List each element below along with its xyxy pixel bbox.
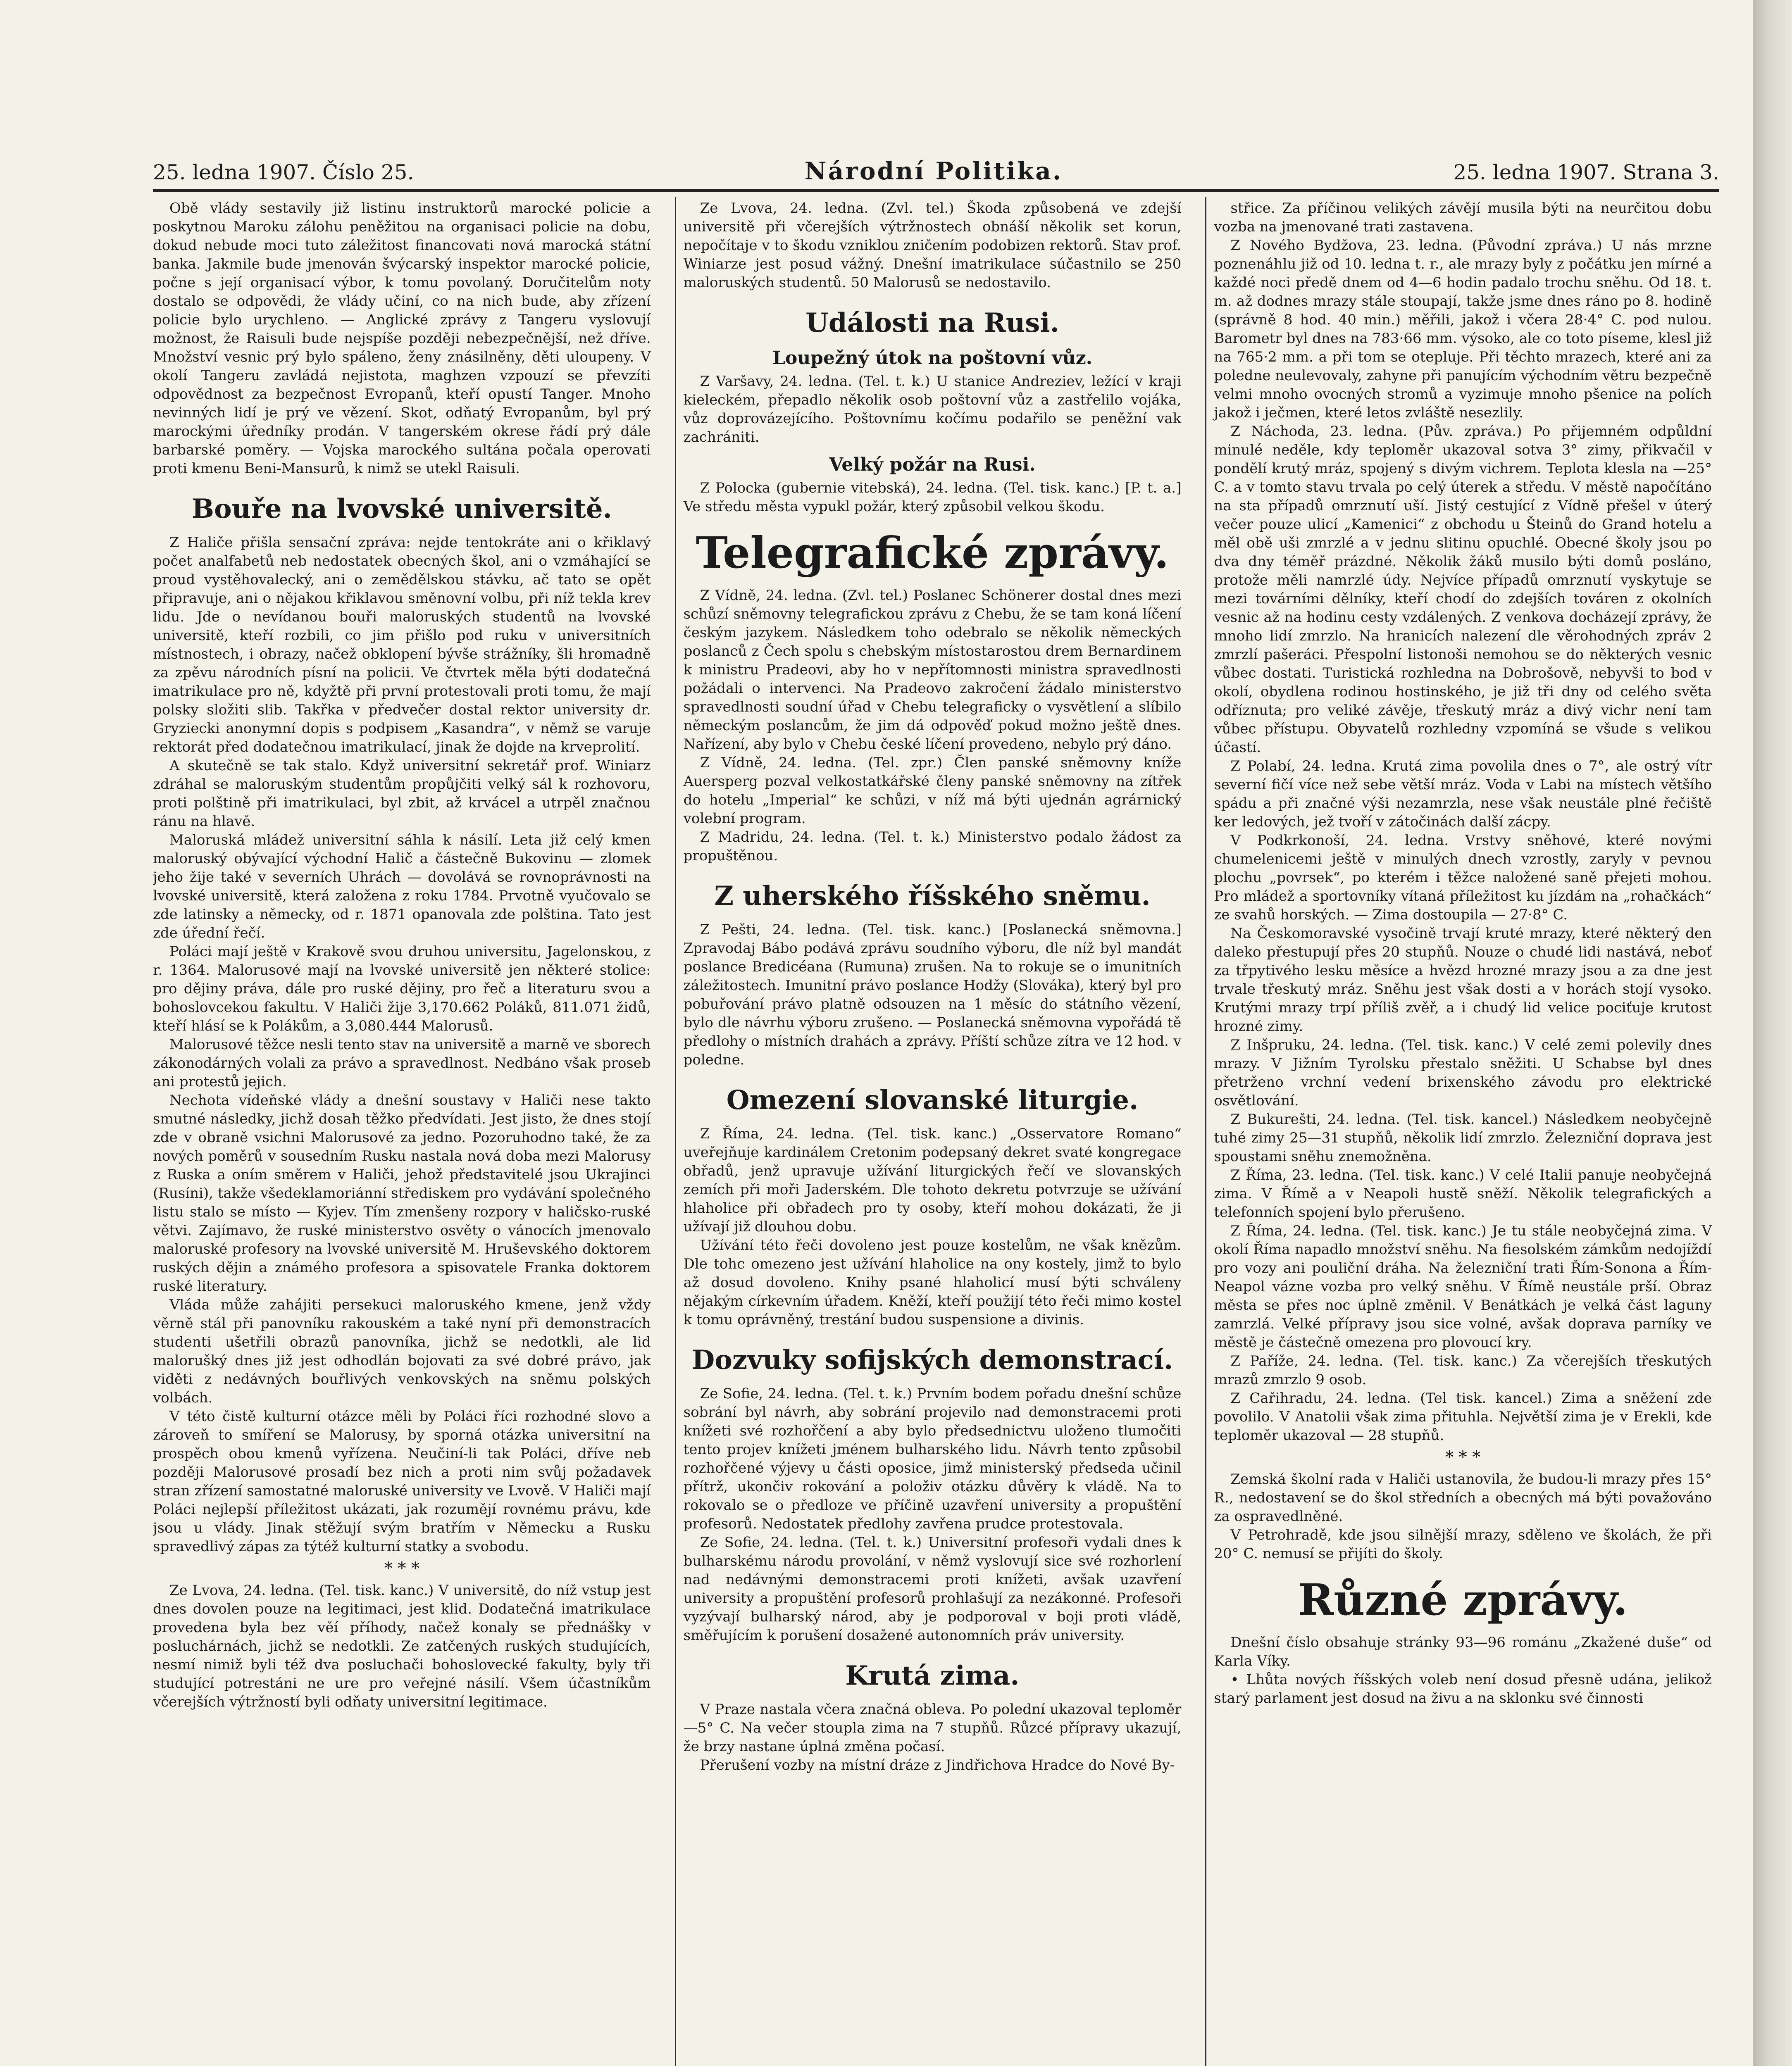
article-paragraph: V Praze nastala včera značná obleva. Po polední ukazoval teploměr —5° C. Na večer stoupla zima na 7 stupňů. Růzcé přípravy ukazují, že brzy nastane úplná změna počasí.	[683, 1701, 1182, 1755]
article-paragraph: Maloruská mládež universitní sáhla k násilí. Leta již celý kmen maloruský obývající východní Halič a částečně Bukovinu — zlomek jeho žije také v severních Uhrách — dovolává se rovnoprávnosti na lvovské universitě, která založena z roku 1784. Prvotně vyučovalo se zde latinsky a německy, od r. 1871 opanovala zde polština. Tato jest zde úřední řečí.	[153, 832, 651, 941]
headline-russia: Události na Rusi.	[805, 307, 1059, 338]
article-paragraph: Malorusové těžce nesli tento stav na universitě a marně ve sborech zákonodárných volali za právo a spravedlnost. Nedbáno však proseb ani protestů jejich.	[153, 1036, 651, 1090]
page-header	[153, 157, 1719, 192]
headline-telegrams: Telegrafické zprávy.	[696, 527, 1169, 578]
headline-winter: Krutá zima.	[845, 1660, 1020, 1691]
article-paragraph: V Podkrkonoší, 24. ledna. Vrstvy sněhové, které novými chumelenicemi ještě v minulých dnech vzrostly, zaryly v pevnou plochu „povrsek“, po kterém i těžce naložené saně přejeti mohou. Pro mládež a sportovníky vítaná příležitost ku jízdám na „rohačkách“ ze svahů horských. — Zima dostoupila — 27·8° C.	[1214, 832, 1712, 923]
columns	[153, 197, 1719, 2066]
article-paragraph: Z Říma, 24. ledna. (Tel. tisk. kanc.) „Osservatore Romano“ uveřejňuje kardinálem Cretonim podepsaný dekret svaté kongregace obřadů, jenž upravuje užívání liturgických řečí ve slovanských zemích při moři Jaderském. Dle tohoto dekretu potvrzuje se užívání hlaholice při obřadech pro ty osoby, kteří mohou dokázati, že ji užívají již dlouhou dobu.	[683, 1126, 1182, 1235]
article-paragraph: V Petrohradě, kde jsou silnější mrazy, sděleno ve školách, že při 20° C. nemusí se přijíti do školy.	[1214, 1527, 1712, 1562]
headline-liturgy: Omezení slovanské liturgie.	[726, 1085, 1139, 1116]
article-paragraph: Z Říma, 23. ledna. (Tel. tisk. kanc.) V celé Italii panuje neobyčejná zima. V Římě a v Neapoli hustě sněží. Několik telegrafických a telefonních spojení bylo přerušeno.	[1214, 1167, 1712, 1221]
column-2	[675, 197, 1189, 2066]
article-paragraph: Obě vlády sestavily již listinu instruktorů marocké policie a poskytnou Maroku zálohu peněžitou na organisaci policie na dobu, dokud nebude moci tuto záležitost financovati nová marocká státní banka. Jakmile bude jmenován švýcarský inspektor marocké policie, počne s její organisací výbor, k tomu povolaný. Doručitelům noty dostalo se odpovědi, že vlády učiní, co na nich bude, aby zřízení policie bylo urychleno. — Anglické zprávy z Tangeru vyslovují možnost, že Raisuli bude nejspíše později nebezpečnější, než dříve. Množství vesnic prý bylo spáleno, ženy znásilněny, děti uloupeny. V okolí Tangeru zavládá nejistota, maghzen vzpouzí se převzíti odpovědnost za bezpečnost Evropanů, kteří opustí Tanger. Mnoho nevinných lidí je prý ve vězení. Skot, odňatý Evropanům, byl prý marockými úředníky prodán. V tangerském okrese řádí prý dále barbarské poměry. — Vojska marockého sultána počala operovati proti kmenu Beni-Mansurů, k nimž se utekl Raisuli.	[153, 200, 651, 477]
article-paragraph: Z Vídně, 24. ledna. (Tel. zpr.) Člen panské sněmovny kníže Auersperg pozval velkostatkářské členy panské sněmovny na zítřek do hotelu „Imperial“ ke schůzi, v níž má býti ujednán agrárnický volební program.	[683, 755, 1182, 827]
article-paragraph: Z Polocka (gubernie vitebská), 24. ledna. (Tel. tisk. kanc.) [P. t. a.] Ve středu města vypukl požár, který způsobil velkou škodu.	[683, 480, 1182, 515]
headline-misc: Různé zprávy.	[1298, 1574, 1628, 1625]
article-paragraph: Z Madridu, 24. ledna. (Tel. t. k.) Ministerstvo podalo žádost za propuštěnou.	[683, 829, 1182, 864]
column-3	[1205, 197, 1719, 2066]
article-paragraph: Na Českomoravské vysočině trvají kruté mrazy, které některý den daleko přestupují přes 20 stupňů. Nouze o chudé lidi nastává, neboť za třpytivého lesku měsíce a hvězd hrozné mrazy jsou a za dne jest trvale třeskutý mráz. Sněhu jest však dosti a v horách stojí vysoko. Krutými mrazy trpí příliš zvěř, a i chudý lid velice pociťuje krutost hrozné zimy.	[1214, 925, 1712, 1035]
article-paragraph: Přerušení vozby na místní dráze z Jindřichova Hradce do Nové By-	[700, 1757, 1175, 1773]
article-paragraph: V této čistě kulturní otázce měli by Poláci říci rozhodné slovo a zároveň to smíření se Malorusy, by sporná otázka universitní na prospěch obou kmenů vyřízena. Neučiní-li tak Poláci, dříve neb později Malorusové prosadí bez nich a proti nim svůj požadavek stran zřízení samostatné maloruské university ve Lvově. V Haliči mají Poláci nejlepší příležitost ukázati, jak rozumějí rovnému právu, kde jsou u vlády. Jinak stěžují svým bratřím v Německu a Rusku spravedlivý zápas za týtéž kulturní statky a svobodu.	[153, 1408, 651, 1555]
article-paragraph: Z Bukurešti, 24. ledna. (Tel. tisk. kancel.) Následkem neobyčejně tuhé zimy 25—31 stupňů, několik lidí zmrzlo. Železniční doprava jest spoustami sněhu znemožněna.	[1214, 1111, 1712, 1165]
subheadline: Loupežný útok na poštovní vůz.	[772, 348, 1093, 369]
issue-date-right: 25. ledna 1907. Strana 3.	[1453, 160, 1719, 184]
article-paragraph: střice. Za příčinou velikých závějí musila býti na neurčitou dobu vozba na jmenované trati zastavena.	[1214, 200, 1712, 235]
article-paragraph: Nechota vídeňské vlády a dnešní soustavy v Haliči nese takto smutné následky, jichž dosah těžko předvídati. Jest jisto, že dnes stojí zde v obraně vsichni Malorusové za jedno. Pozoruhodno také, že za nových poměrů v sousedním Rusku nastala nová doba mezi Malorusy z Ruska a oním směrem v Haliči, jehož představitelé jsou Ukrajinci (Rusíni), takže všedeklamoriánní střediskem pro vydávání společného listu stalo se místo — Kyjev. Tím zmenšeny rozpory v haličsko-ruské větvi. Zajímavo, že ruské ministerstvo osvěty o vánocích jmenovalo maloruské profesory na lvovské universitě M. Hruševského doktorem ruských dějin a známého profesora a spisovatele Franka doktorem ruské literatury.	[153, 1092, 651, 1295]
article-paragraph: • Lhůta nových říšských voleb není dosud přesně udána, jelikož starý parlament jest dosud na živu a na sklonku své činnosti	[1214, 1671, 1712, 1707]
article-paragraph: Ze Lvova, 24. ledna. (Zvl. tel.) Škoda způsobená ve zdejší universitě při včerejších výtržnostech obnáší několik set korun, nepočítaje v to škodu vzniklou zničením podobizen rektorů. Stav prof. Winiarze jest posud vážný. Dnešní imatrikulace súčastnilo se 250 maloruských studentů. 50 Malorusů se nedostavilo.	[683, 200, 1182, 291]
article-paragraph: Z Nového Bydžova, 23. ledna. (Původní zpráva.) U nás mrzne poznenáhlu již od 10. ledna t. r., ale mrazy byly z počátku jen mírné a každé noci předě dnem od 4—6 hodin padalo trochu sněhu. Od 18. t. m. až dodnes mrazy stále stoupají, takže jsme dnes ráno po 8. hodině (správně 8 hod. 40 min.) měřili, jakož i včera 28·4° C. pod nulou. Barometr byl dnes na 783·66 mm. výsoko, ale co toto píseme, klesl již na 765·2 mm. a při tom se otepluje. Při těchto mrazech, které ani za poledne neulevovaly, zahyne při panujícím východním větru bezpečně velmi mnoho ovocných stromů a vyzimuje mnoho pšenice na polích jakož i ječmen, které letos zvláště nesezlily.	[1214, 237, 1712, 421]
article-paragraph: Z Říma, 24. ledna. (Tel. tisk. kanc.) Je tu stále neobyčejná zima. V okolí Říma napadlo množství sněhu. Na fiesolském zámkům nedojíždí pro vozy ani pouliční dráha. Na železniční trati Řím-Sonona a Řím-Neapol vázne vozba pro velký sněhu. V Římě neustále prší. Obraz města se přes noc úplně změnil. V Benátkách je velká část laguny zamrzlá. Velké přípravy jsou sice volné, avšak doprava parníky ve městě je částečně omezena pro plovoucí kry.	[1214, 1223, 1712, 1351]
separator: * * *	[384, 1559, 420, 1578]
article-paragraph: A skutečně se tak stalo. Když universitní sekretář prof. Winiarz zdráhal se maloruským studentům propůjčiti velký sál k rozhovoru, proti polštině při imatrikulaci, byl zbit, až krvácel a utrpěl značnou ránu na hlavě.	[153, 757, 651, 830]
article-paragraph: Ze Lvova, 24. ledna. (Tel. tisk. kanc.) V universitě, do níž vstup jest dnes dovolen pouze na legitimaci, jest klid. Dodatečná imatrikulace provedena byla bez věí příhody, načež konaly se přednášky v posluchárnách, jichž se nedotkli. Ze zatčených ruských studujících, nesmí nimiž byli též dva posluchači bohoslovecké fakulty, byly tři studující potrestáni ne ure pro veřejné násilí. Všem účastníkům včerejších výtržností byli odňaty universitní legitimace.	[153, 1582, 651, 1710]
masthead-title: Národní Politika.	[804, 157, 1063, 185]
article-paragraph: Z Paříže, 24. ledna. (Tel. tisk. kanc.) Za včerejších třeskutých mrazů zmrzlo 9 osob.	[1214, 1353, 1712, 1388]
article-paragraph: Z Haliče přišla sensační zpráva: nejde tentokráte ani o křiklavý počet analfabetů neb nedostatek obecných škol, ani o vzmáhající se proud vystěhovalecký, ani o zemědělskou stávku, ač tato se opět připravuje, ani o nějakou křiklavou směnovní volbu, při níž tekla krev lidu. Jde o nevídanou bouři maloruských studentů na lvovské universitě, kteří rozbili, co jim přišlo pod ruku v universitních místnostech, i obrazy, načež obklopení bývše strážníky, šli hromadně za zpěvu národních písní na policii. Ve čtvrtek měla býti dodatečná imatrikulace pro ně, kdyžtě při první protestovali proti tomu, že mají polsky složiti slib. Takřka v předvečer dostal rektor university dr. Gryziecki anonymní dopis s podpisem „Kasandra“, v němž se varuje rektorát před dodatečnou imatrikulací, jinak že dojde na krveprolití.	[153, 534, 651, 755]
headline-university: Bouře na lvovské universitě.	[191, 493, 612, 524]
headline-sofia: Dozvuky sofijských demonstrací.	[691, 1345, 1173, 1376]
article-paragraph: Z Inšpruku, 24. ledna. (Tel. tisk. kanc.) V celé zemi polevily dnes mrazy. V Jižním Tyrolsku přestalo sněžiti. U Schabse byl dnes přetrženo vrchní vedení brixenského závodu pro elektrické osvětlování.	[1214, 1037, 1712, 1109]
article-paragraph: Z Polabí, 24. ledna. Krutá zima povolila dnes o 7°, ale ostrý vítr severní fičí více než sebe větší mráz. Voda v Labi na místech většího spádu a při značné výši nezamrzla, nese však neustále plné řečiště ker ledových, jež tvoří v zátočinách další zácpy.	[1214, 758, 1712, 830]
separator: * * *	[1445, 1448, 1481, 1467]
article-paragraph: Z Náchoda, 23. ledna. (Pův. zpráva.) Po přijemném odpůldní minulé neděle, kdy teploměr ukazoval sotva 3° zimy, přikvačil v pondělí krutý mráz, spojený s divým vichrem. Teplota klesla na —25° C. a v tomto stavu trvala po celý úterek a středu. V městě napočítáno na sta případů omrznutí uší. Jistý cestující z Vídně přešel v úterý večer pouze ulicí „Kamenici“ z obchodu u Šteinů do Grand hotelu a měl obě uši zmrzlé a v jednu slitinu opuchlé. Obecné školy jsou po dva dny téměř prázdné. Několik žáků musilo býti domů posláno, protože měli namrzlé údy. Nejvíce případů omrznutí vyskytuje se mezi továrními dělníky, kteří chodí do zdejších továren z okolních vesnic až na hodinu cesty vzdálených. Z venkova docházejí zprávy, že mnoho lidí zmrzlo. Na hranicích nalezení dle věrohodných zpráv 2 zmrzlí pašeráci. Přespolní listonoši nemohou se do některých vesnic vůbec dostati. Turistická rozhledna na Dobrošově, nebyvši to bod v okolí, obydlena rodinou hostinského, je již tři dny od celého světa odříznuta; pro veliké závěje, třeskutý mráz a divý vichr není tam vůbec přístupu. Obyvatelů rozhledny vzpomíná se všude s velikou účastí.	[1214, 423, 1712, 756]
article-paragraph: Poláci mají ještě v Krakově svou druhou universitu, Jagelonskou, z r. 1364. Malorusové mají na lvovské universitě jen některé stolice: pro dějiny práva, dále pro ruské dějiny, pro řeč a literaturu svou a bohoslovcekou fakultu. V Haliči žije 3,170.662 Poláků, 811.071 židů, kteří hlásí se k Polákům, a 3,080.444 Malorusů.	[153, 943, 651, 1034]
issue-date-left: 25. ledna 1907. Číslo 25.	[153, 160, 414, 184]
article-paragraph: Z Varšavy, 24. ledna. (Tel. t. k.) U stanice Andreziev, ležící v kraji kieleckém, přepadlo několik osob poštovní vůz a zastřelilo vojáka, vůz doprovázejícího. Poštovnímu kočímu podařilo se peněžní vak zachrániti.	[683, 373, 1182, 445]
subheadline: Velký požár na Rusi.	[829, 454, 1036, 475]
article-paragraph: Dnešní číslo obsahuje stránky 93—96 románu „Zkažené duše“ od Karla Víky.	[1214, 1634, 1712, 1669]
article-paragraph: Zemská školní rada v Haliči ustanovila, že budou-li mrazy přes 15° R., nedostavení se do škol středních a obecných má býti považováno za ospravedlněné.	[1214, 1471, 1712, 1525]
column-1	[153, 197, 658, 2066]
article-paragraph: Ze Sofie, 24. ledna. (Tel. t. k.) Prvním bodem pořadu dnešní schůze sobrání byl návrh, aby sobrání projevilo nad demonstracemi proti knížeti své rozhořčení a aby bylo předsednictvu uloženo tlumočiti tento projev knížeti jménem bulharského lidu. Návrh tento způsobil rozhořčené výjevy u části oposice, jimž ministerský předseda učinil přítrž, ukončiv rokování a položiv otázku důvěry k vládě. Na to rokovalo se o předloze ve příčině uzavření university a propuštění profesorů. Nedostatek předlohy zavřena prudce protestovala.	[683, 1385, 1182, 1532]
scan-edge	[1753, 0, 1792, 2066]
article-paragraph: Ze Sofie, 24. ledna. (Tel. t. k.) Universitní profesoři vydali dnes k bulharskému národu provolání, v němž vyslovují sice své rozhorlení nad nedávnými demonstracemi proti knížeti, avšak uzavření university a propuštění profesorů prohlašují za nezákonné. Profesoři vyzývají bulharský národ, aby je podporoval v boji proti vládě, směřujícím k porušení dosažené autonomních práv university.	[683, 1534, 1182, 1644]
article-paragraph: Užívání této řeči dovoleno jest pouze kostelům, ne však knězům. Dle tohc omezeno jest užívání hlaholice na ony kostely, jimž to bylo až dosud dovoleno. Knihy psané hlaholicí musí býti schváleny nějakým církevním úřadem. Kněží, kteří použijí této řeči mimo kostel k tomu oprávněný, trestání budou suspensione a divinis.	[683, 1237, 1182, 1328]
article-paragraph: Z Vídně, 24. ledna. (Zvl. tel.) Poslanec Schönerer dostal dnes mezi schůzí sněmovny telegrafickou zprávu z Chebu, že se tam koná líčení českým jazykem. Následkem toho odebralo se několik německých poslanců z Čech spolu s chebským místostarostou drem Bernardinem k ministru Pradeovi, aby ho v nepřítomnosti ministra spravedlnosti požádali o intervenci. Na Pradeovo zakročení žádalo ministerstvo spravedlnosti soudní úřad v Chebu telegraficky o vysvětlení a slíbilo německým poslancům, že jim dá odpověď pokud možno ještě dnes. Nařízení, aby bylo v Chebu české líčení provedeno, nebylo prý dáno.	[683, 587, 1182, 752]
article-paragraph: Z Pešti, 24. ledna. (Tel. tisk. kanc.) [Poslanecká sněmovna.] Zpravodaj Bábo podává zprávu soudního výboru, dle níž byl mandát poslance Bredicéana (Rumuna) zrušen. Na to rokuje se o imunitních záležitostech. Imunitní právo poslance Hodžy (Slováka), který byl pro pobuřování právo platně odsouzen na 1 měsíc do státního vězení, bylo dle návrhu výboru zrušeno. — Poslanecká sněmovna vypořádá tě předlohy o místních drahách a zprávy. Příští schůze zítra ve 12 hod. v poledne.	[683, 921, 1182, 1068]
article-paragraph: Vláda může zahájiti persekuci maloruského kmene, jenž vždy věrně stál při panovníku rakouském a také nyní při demonstracích studenti ušetřili obrazů panovníka, jichž se nedotkli, ale lid malorušký dnes již jest odhodlán bojovati za své dobré právo, jak viděti z nedávných bouřlivých venkovských na sněmu polských volbách.	[153, 1297, 651, 1406]
article-paragraph: Z Cařihradu, 24. ledna. (Tel tisk. kancel.) Zima a sněžení zde povolilo. V Anatolii však zima přituhla. Největší zima je v Erekli, kde teploměr ukazoval — 28 stupňů.	[1214, 1390, 1712, 1444]
headline-hungary: Z uherského říšského sněmu.	[714, 881, 1151, 912]
